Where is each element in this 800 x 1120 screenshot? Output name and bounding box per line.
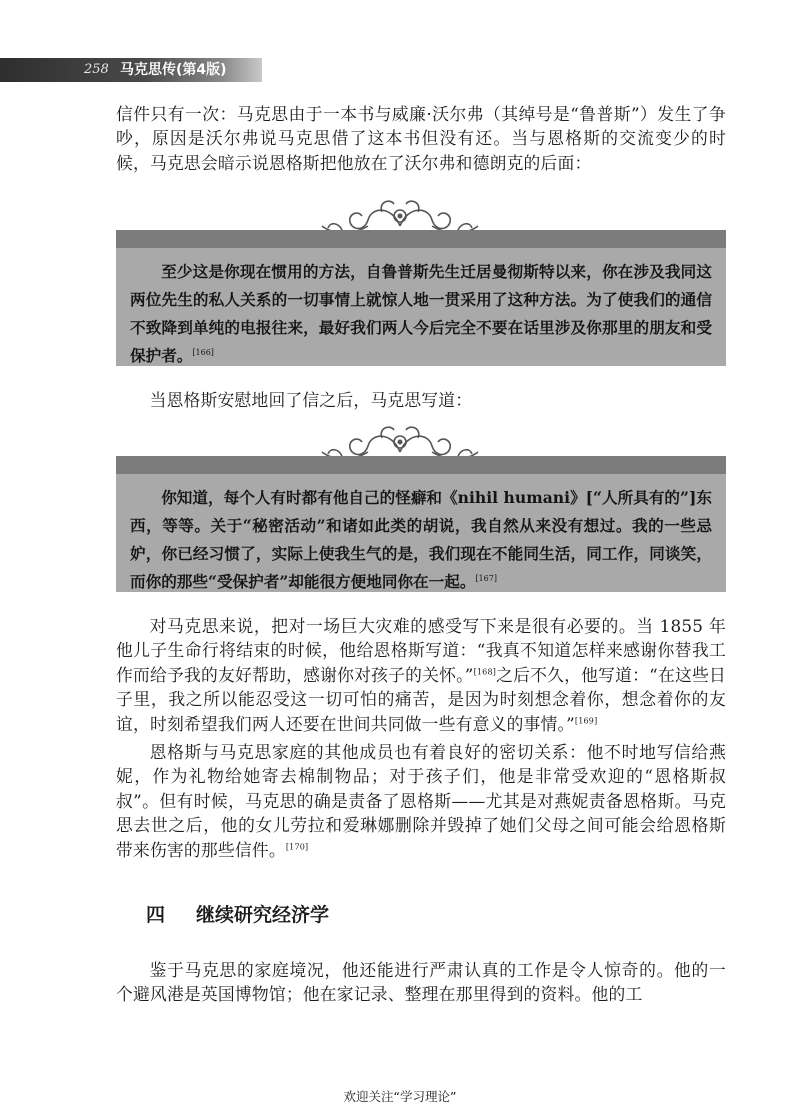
block-quote: [116, 230, 726, 366]
footnote-marker: [169]: [574, 716, 598, 726]
footnote-marker: [167]: [475, 573, 497, 583]
block-quote: [116, 456, 726, 592]
paragraph-text: 恩格斯与马克思家庭的其他成员也有着良好的密切关系：他不时地写信给燕妮，作为礼物给她寄去棉制物品；对于孩子们，他是非常受欢迎的“恩格斯叔叔”。但有时候，马克思的确是责备了恩格斯——尤其是对燕妮责备恩格斯。马克思去世之后，他的女儿劳拉和爱琳娜删除并毁掉了她们父母之间可能会给恩格斯带来伤害的那些信件。: [116, 742, 726, 860]
body-paragraph: [116, 614, 726, 736]
body-paragraph: 当恩格斯安慰地回了信之后，马克思写道：: [149, 390, 473, 410]
quote-text: 至少这是你现在惯用的方法，自鲁普斯先生迁居曼彻斯特以来，你在涉及我同这两位先生的私人关系的一切事情上就惊人地一贯采用了这种方法。为了使我们的通信不致降到单纯的电报往来，最好我们两人今后完全不要在话里涉及你那里的朋友和受保护者。: [130, 262, 712, 365]
footnote-marker: [166]: [192, 347, 214, 357]
page-number: 258: [84, 62, 109, 77]
footnote-marker: [168]: [473, 667, 497, 677]
body-paragraph: 信件只有一次：马克思由于一本书与威廉·沃尔弗（其绰号是“鲁普斯”）发生了争吵，原因是沃尔弗说马克思借了这本书但没有还。当与恩格斯的交流变少的时候，马克思会暗示说恩格斯把他放在了沃尔弗和德朗克的后面：: [116, 104, 726, 173]
body-paragraph: [116, 740, 726, 862]
body-paragraph: 鉴于马克思的家庭境况，他还能进行严肃认真的工作是令人惊奇的。他的一个避风港是英国博物馆；他在家记录、整理在那里得到的资料。他的工: [116, 960, 726, 1005]
paragraph-text: 之后不久，他写道：“在这些日子里，我之所以能忍受这一切可怕的痛苦，是因为时刻想念着你，想念着你的友谊，时刻希望我们两人还要在世间共同做一些有意义的事情。”: [116, 664, 726, 734]
footnote-marker: [170]: [285, 842, 309, 852]
book-title: 马克思传(第4版): [120, 62, 227, 78]
footer-note: 欢迎关注“学习理论”: [343, 1089, 457, 1104]
quote-text: 你知道，每个人有时都有他自己的怪癖和《nihil humani》[“人所具有的”]东西，等等。关于“秘密活动”和诸如此类的胡说，我自然从来没有想过。我的一些忌妒，你已经习惯了，实际上使我生气的是，我们现在不能同生活，同工作，同谈笑，而你的那些“受保护者”却能很方便地同你在一起。: [130, 488, 712, 591]
paragraph-text: 对马克思来说，把对一场巨大灾难的感受写下来是很有必要的。当 1855 年他儿子生命行将结束的时候，他给恩格斯写道：“我真不知道怎样来感谢你替我工作而给予我的友好帮助，感谢你对孩子的关怀。”: [116, 616, 726, 685]
section-heading: 继续研究经济学: [196, 904, 330, 926]
section-number: 四: [146, 904, 166, 926]
